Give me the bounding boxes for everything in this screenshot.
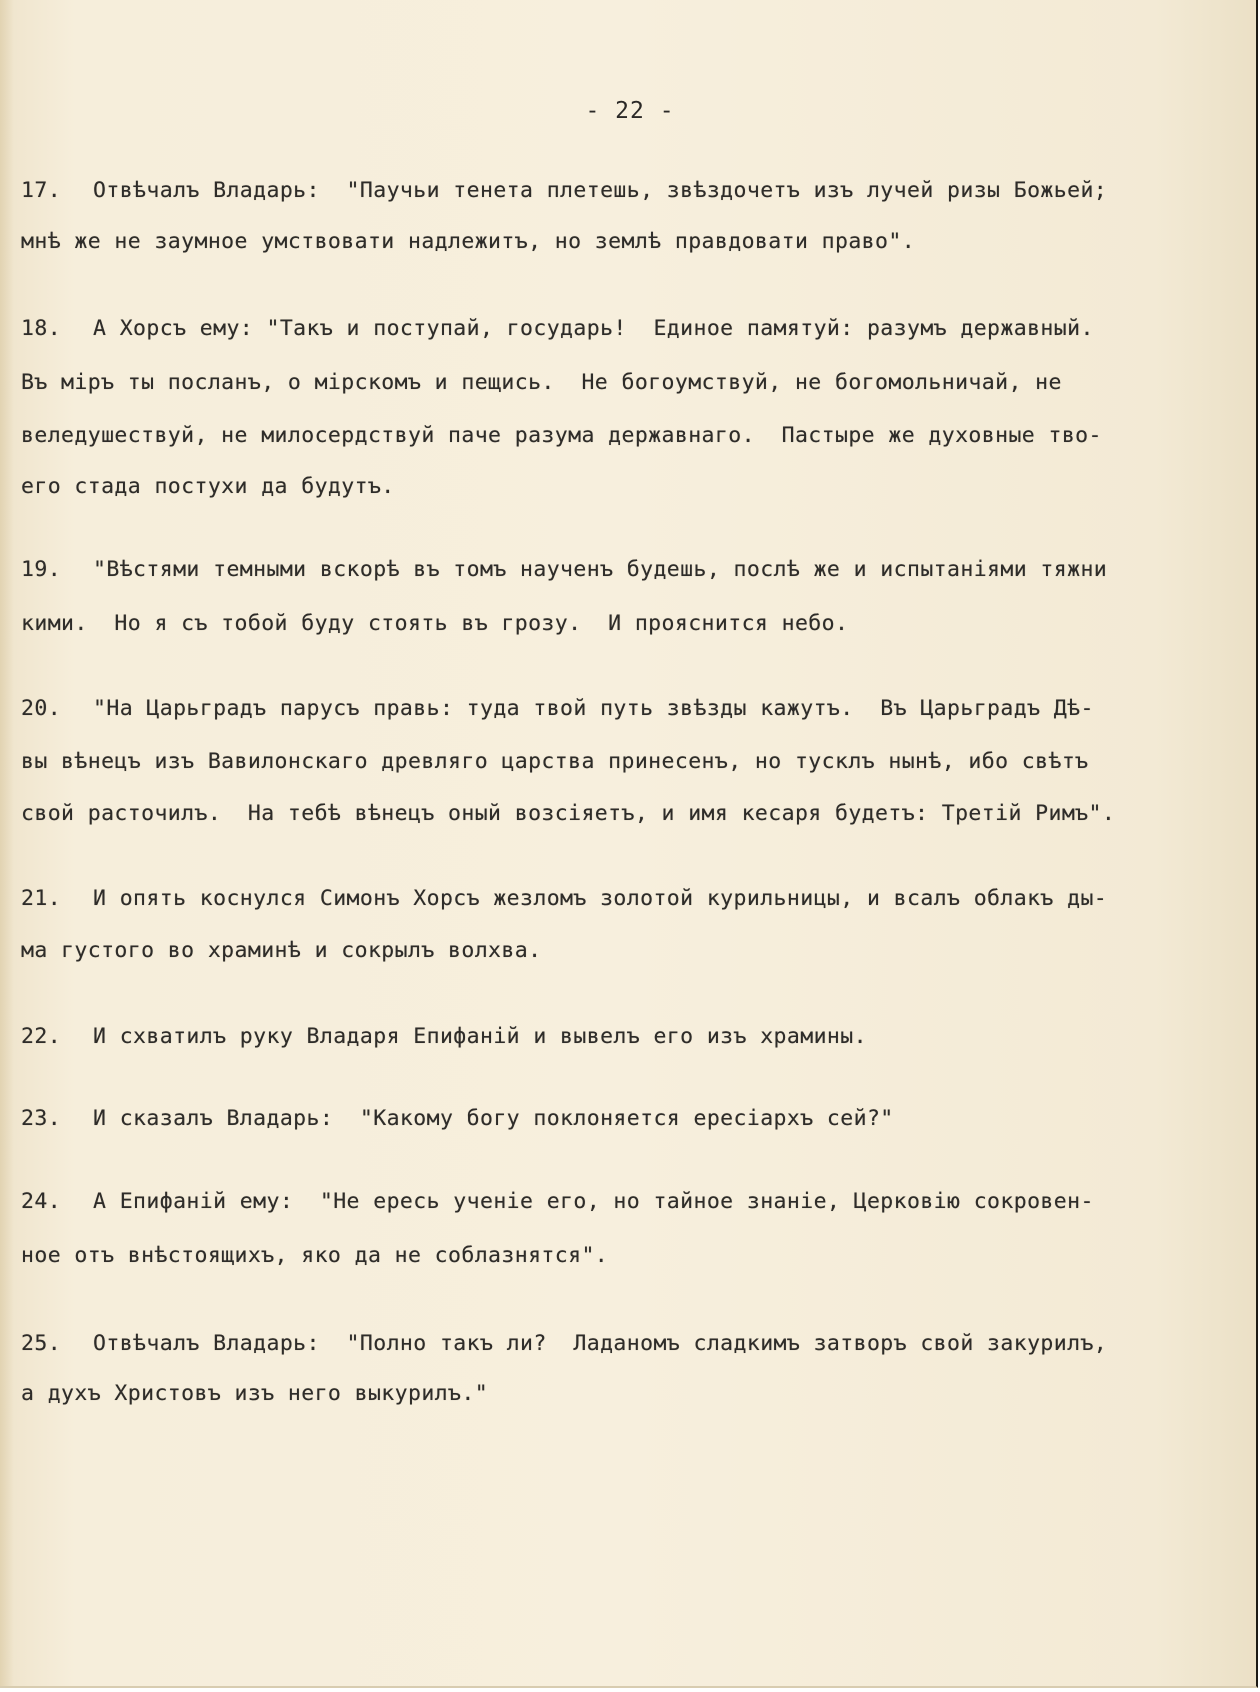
paragraph-number-18: 18. xyxy=(21,316,62,341)
paragraph-number-20: 20. xyxy=(21,696,62,721)
paragraph-number-22: 22. xyxy=(21,1024,62,1049)
paragraph-number-19: 19. xyxy=(21,557,62,582)
paragraph-23-line-1 xyxy=(21,1106,894,1131)
paragraph-18-line-1 xyxy=(21,316,1094,341)
paragraph-25-line-2: а духъ Христовъ изъ него выкурилъ." xyxy=(21,1381,489,1406)
paragraph-number-21: 21. xyxy=(21,886,62,911)
paragraph-19-line-1 xyxy=(21,557,1107,582)
paragraph-20-line-1 xyxy=(21,696,1094,721)
paragraph-20-line-2: вы вѣнецъ изъ Вавилонскаго древляго царства принесенъ, но тусклъ нынѣ, ибо свѣтъ xyxy=(21,749,1089,774)
paragraph-number-24: 24. xyxy=(21,1189,62,1214)
paragraph-text: Отвѣчалъ Владарь: "Полно такъ ли? Ладаномъ сладкимъ затворъ свой закурилъ, xyxy=(93,1331,1108,1356)
paragraph-text: И опять коснулся Симонъ Хорсъ жезломъ золотой курильницы, и всалъ облакъ ды- xyxy=(93,886,1108,911)
paragraph-19-line-2: кими. Но я съ тобой буду стоять въ грозу. И прояснится небо. xyxy=(21,611,849,636)
paragraph-text: "Вѣстями темными вскорѣ въ томъ наученъ будешь, послѣ же и испытаніями тяжни xyxy=(93,557,1108,582)
paragraph-text: И схватилъ руку Владаря Епифаній и вывелъ его изъ храмины. xyxy=(93,1024,867,1049)
paragraph-25-line-1 xyxy=(21,1331,1107,1356)
paragraph-24-line-2: ное отъ внѣстоящихъ, яко да не соблазнятся". xyxy=(21,1243,609,1268)
paragraph-22-line-1 xyxy=(21,1024,867,1049)
paragraph-number-25: 25. xyxy=(21,1331,62,1356)
paragraph-number-23: 23. xyxy=(21,1106,62,1131)
paragraph-text: А Хорсъ ему: "Такъ и поступай, государь! Единое памятуй: разумъ державный. xyxy=(93,316,1094,341)
page-number: - 22 - xyxy=(585,98,675,124)
paragraph-number-17: 17. xyxy=(21,178,62,203)
paragraph-18-line-4: его стада постухи да будутъ. xyxy=(21,474,395,499)
paragraph-24-line-1 xyxy=(21,1189,1094,1214)
paragraph-text: И сказалъ Владарь: "Какому богу поклоняется ересіархъ сей?" xyxy=(93,1106,894,1131)
paragraph-17-line-1 xyxy=(21,178,1107,203)
paragraph-text: "На Царьградъ парусъ правь: туда твой путь звѣзды кажутъ. Въ Царьградъ Дѣ- xyxy=(93,696,1094,721)
paragraph-21-line-2: ма густого во храминѣ и сокрылъ волхва. xyxy=(21,938,542,963)
paragraph-17-line-2: мнѣ же не заумное умствовати надлежитъ, но землѣ правдовати право". xyxy=(21,229,916,254)
paragraph-20-line-3: свой расточилъ. На тебѣ вѣнецъ оный возсіяетъ, и имя кесаря будетъ: Третій Римъ". xyxy=(21,801,1116,826)
paragraph-text: А Епифаній ему: "Не ересь ученіе его, но тайное знаніе, Церковію сокровен- xyxy=(93,1189,1094,1214)
paragraph-18-line-3: веледушествуй, не милосердствуй паче разума державнаго. Пастыре же духовные тво- xyxy=(21,423,1102,448)
paragraph-18-line-2: Въ міръ ты посланъ, о мірскомъ и пещись. Не богоумствуй, не богомольничай, не xyxy=(21,370,1062,395)
paragraph-text: Отвѣчалъ Владарь: "Паучьи тенета плетешь, звѣздочетъ изъ лучей ризы Божьей; xyxy=(93,178,1108,203)
paragraph-21-line-1 xyxy=(21,886,1107,911)
